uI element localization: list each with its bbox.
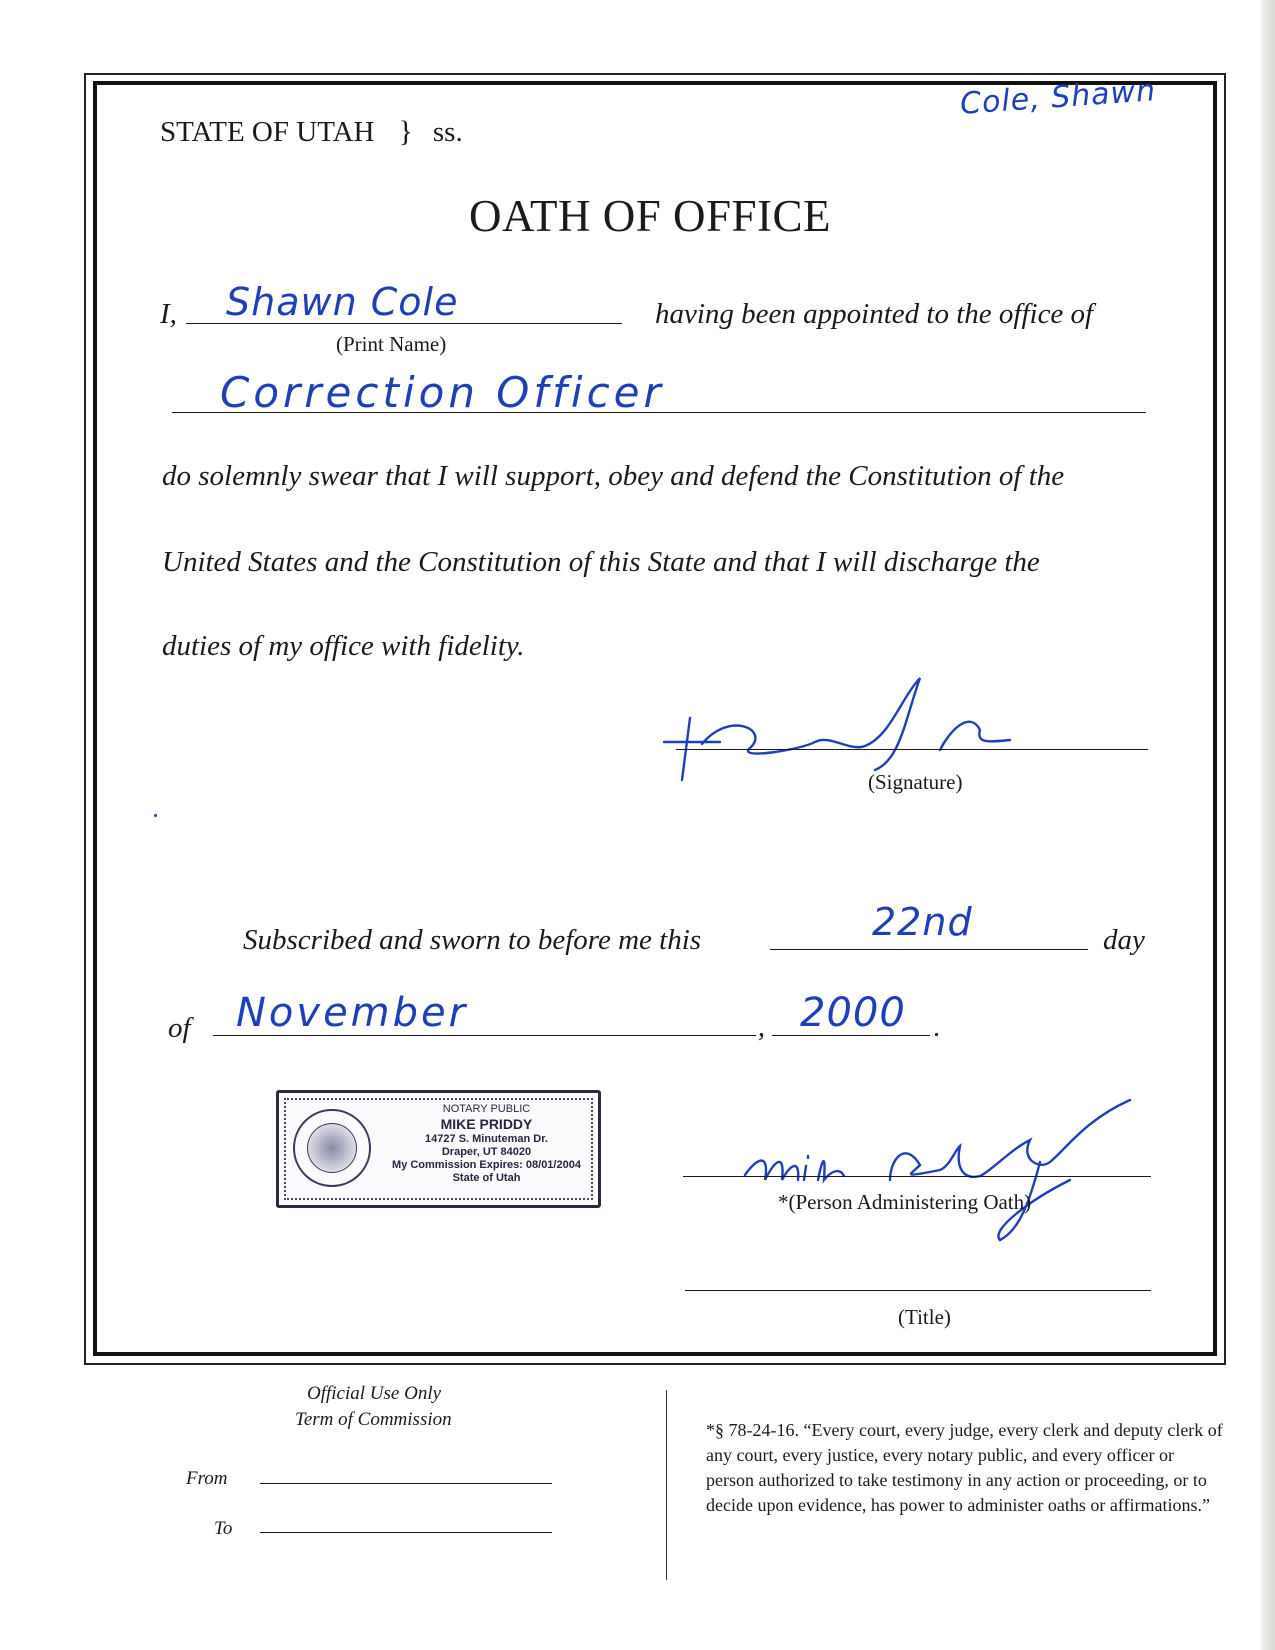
state-name: STATE OF UTAH <box>160 116 375 148</box>
administrator-signature <box>740 1080 1140 1250</box>
term-label: Term of Commission <box>295 1409 452 1430</box>
appointed-text: having been appointed to the office of <box>655 298 1094 330</box>
state-heading <box>160 115 463 149</box>
month-comma: , <box>758 1012 765 1043</box>
state-seal-icon <box>293 1109 371 1187</box>
stamp-line-6: State of Utah <box>452 1172 521 1184</box>
of-label: of <box>168 1012 191 1044</box>
office-value[interactable]: Correction Officer <box>220 368 665 417</box>
stamp-line-1: NOTARY PUBLIC <box>442 1103 531 1115</box>
stamp-line-2: MIKE PRIDDY <box>440 1116 533 1132</box>
oath-line-2: United States and the Constitution of this State and that I will discharge the <box>162 546 1040 578</box>
day-line <box>770 949 1088 950</box>
print-name-value[interactable]: Shawn Cole <box>226 280 459 324</box>
from-label: From <box>186 1468 228 1489</box>
signature-caption: (Signature) <box>868 770 963 794</box>
month-value[interactable]: November <box>236 990 469 1036</box>
ss-abbrev: ss. <box>432 116 463 148</box>
stamp-line-5: My Commission Expires: 08/01/2004 <box>392 1159 581 1171</box>
official-use-label: Official Use Only <box>307 1383 442 1404</box>
footer-divider <box>666 1390 667 1580</box>
title-line <box>685 1290 1151 1291</box>
print-name-caption: (Print Name) <box>336 332 447 356</box>
year-period: . <box>933 1012 940 1043</box>
scan-edge-shadow <box>1261 0 1275 1650</box>
corner-note: Cole, Shawn <box>959 73 1158 122</box>
stamp-line-4: Draper, UT 84020 <box>441 1146 532 1158</box>
oath-line-3: duties of my office with fidelity. <box>162 630 525 662</box>
day-label: day <box>1103 924 1145 956</box>
brace-symbol: } <box>398 115 413 148</box>
year-value[interactable]: 2000 <box>800 990 906 1036</box>
stamp-text <box>379 1103 594 1185</box>
page-title: OATH OF OFFICE <box>468 191 832 241</box>
notary-stamp <box>276 1090 601 1208</box>
title-caption: (Title) <box>898 1305 951 1329</box>
to-label: To <box>214 1518 233 1539</box>
from-line <box>260 1483 552 1484</box>
day-value[interactable]: 22nd <box>872 900 973 944</box>
oath-prefix: I, <box>160 298 177 330</box>
to-line <box>260 1532 552 1533</box>
stamp-line-3: 14727 S. Minuteman Dr. <box>425 1133 548 1145</box>
sworn-text: Subscribed and sworn to before me this <box>243 924 702 956</box>
administrator-line <box>683 1176 1151 1177</box>
administrator-caption: *(Person Administering Oath) <box>778 1190 1032 1214</box>
signature-scribble <box>650 670 1030 780</box>
seal-emblem <box>307 1123 357 1173</box>
signature-line <box>676 749 1148 750</box>
statute-text: *§ 78-24-16. “Every court, every judge, every clerk and deputy clerk of any court, every justice, every notary public, and every officer or person authorized to take testimony in any action or proceeding, or to decide upon evidence, has power to administer oaths or affirmations.” <box>706 1420 1223 1515</box>
ink-dot <box>154 814 157 817</box>
oath-line-1: do solemnly swear that I will support, obey and defend the Constitution of the <box>162 460 1065 492</box>
